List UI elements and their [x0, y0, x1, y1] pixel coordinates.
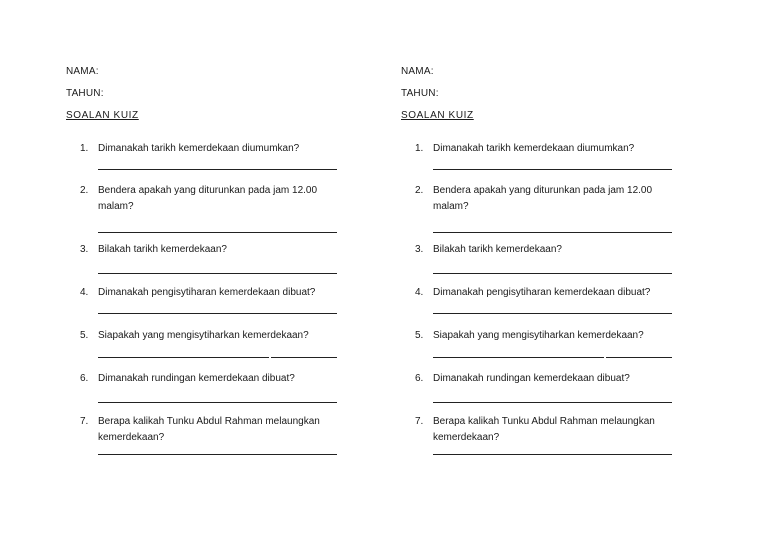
quiz-sheet-left [66, 66, 366, 443]
question-text: Berapa kalikah Tunku Abdul Rahman melaungkan kemerdekaan? [98, 416, 320, 443]
question-text: Bendera apakah yang diturunkan pada jam 12.00 malam? [433, 185, 653, 212]
question-number: 6. [80, 373, 89, 384]
question-number: 1. [80, 143, 89, 154]
answer-line[interactable] [98, 232, 337, 233]
answer-line[interactable] [433, 232, 672, 233]
answer-line[interactable] [433, 273, 672, 274]
question-text: Bilakah tarikh kemerdekaan? [433, 244, 562, 255]
name-label: NAMA: [66, 66, 99, 77]
answer-line[interactable] [433, 402, 672, 403]
question-text: Bendera apakah yang diturunkan pada jam 12.00 malam? [98, 185, 318, 212]
question-text: Dimanakah pengisytiharan kemerdekaan dibuat? [433, 287, 651, 298]
answer-line-end[interactable] [606, 357, 672, 358]
question-text: Dimanakah rundingan kemerdekaan dibuat? [433, 373, 630, 384]
year-label: TAHUN: [401, 88, 439, 99]
question-number: 5. [80, 330, 89, 341]
answer-line[interactable] [433, 313, 672, 314]
question-text: Dimanakah pengisytiharan kemerdekaan dibuat? [98, 287, 316, 298]
quiz-title: SOALAN KUIZ [401, 110, 474, 121]
answer-line[interactable] [433, 169, 672, 170]
question-number: 2. [80, 185, 89, 196]
answer-line[interactable] [433, 454, 672, 455]
answer-line[interactable] [98, 402, 337, 403]
question-text: Bilakah tarikh kemerdekaan? [98, 244, 227, 255]
question-number: 5. [415, 330, 424, 341]
question-text: Siapakah yang mengisytiharkan kemerdekaan? [98, 330, 309, 341]
question-text: Dimanakah rundingan kemerdekaan dibuat? [98, 373, 295, 384]
answer-line[interactable] [433, 357, 604, 358]
question-number: 4. [415, 287, 424, 298]
question-number: 2. [415, 185, 424, 196]
question-number: 6. [415, 373, 424, 384]
answer-line[interactable] [98, 313, 337, 314]
question-number: 3. [80, 244, 89, 255]
answer-line[interactable] [98, 169, 337, 170]
question-text: Dimanakah tarikh kemerdekaan diumumkan? [433, 143, 635, 154]
question-text: Berapa kalikah Tunku Abdul Rahman melaungkan kemerdekaan? [433, 416, 655, 443]
answer-line[interactable] [98, 273, 337, 274]
answer-line[interactable] [98, 357, 269, 358]
question-text: Dimanakah tarikh kemerdekaan diumumkan? [98, 143, 300, 154]
question-number: 1. [415, 143, 424, 154]
question-number: 7. [80, 416, 89, 427]
question-number: 4. [80, 287, 89, 298]
question-text: Siapakah yang mengisytiharkan kemerdekaan? [433, 330, 644, 341]
question-number: 7. [415, 416, 424, 427]
answer-line[interactable] [98, 454, 337, 455]
name-label: NAMA: [401, 66, 434, 77]
year-label: TAHUN: [66, 88, 104, 99]
answer-line-end[interactable] [271, 357, 337, 358]
quiz-sheet-right [401, 66, 701, 443]
question-number: 3. [415, 244, 424, 255]
quiz-title: SOALAN KUIZ [66, 110, 139, 121]
